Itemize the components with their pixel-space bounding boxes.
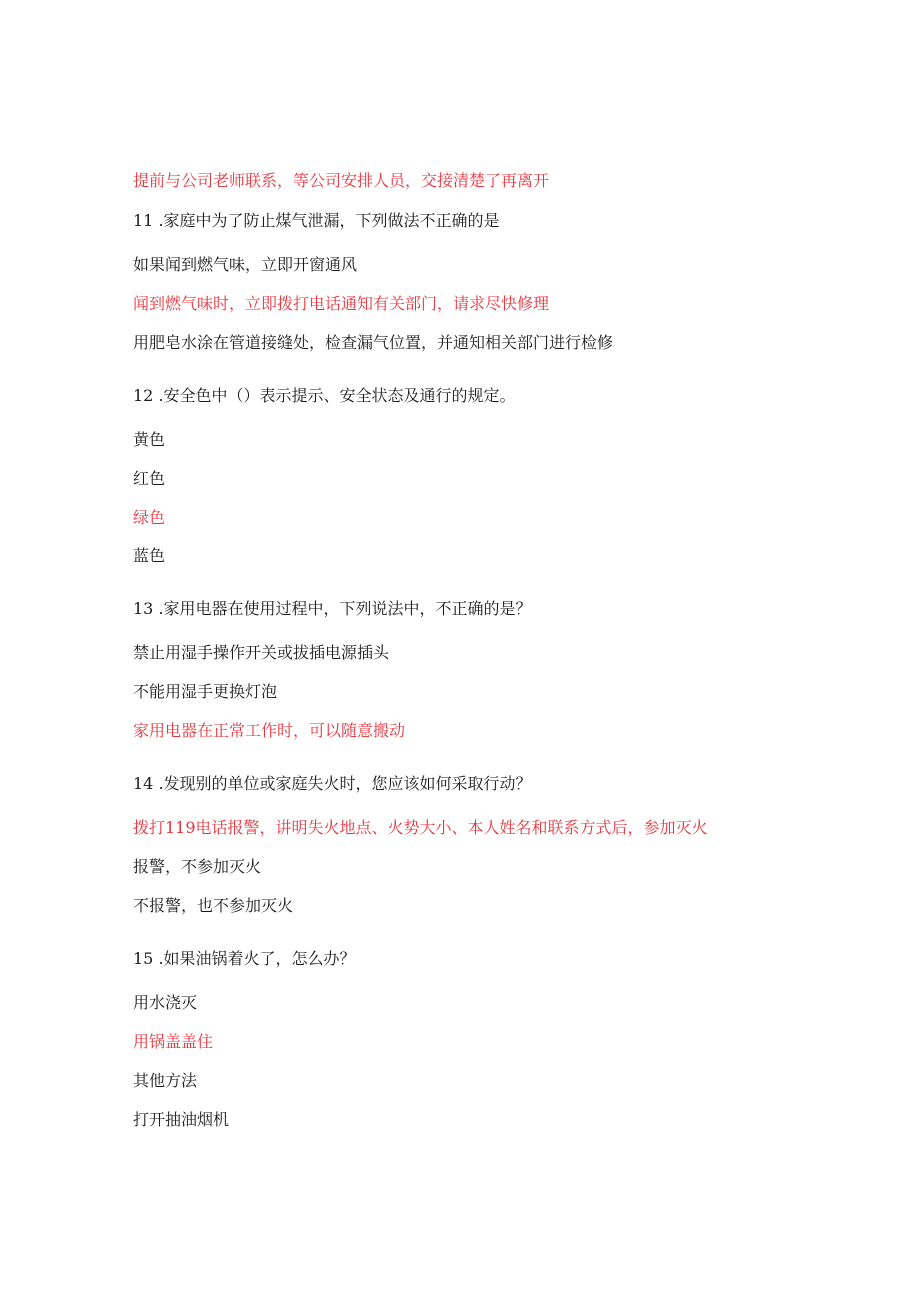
- option: 禁止用湿手操作开关或拔插电源插头: [133, 643, 390, 662]
- question-text: .如果油锅着火了，怎么办？: [158, 949, 356, 968]
- option: 黄色: [133, 430, 166, 449]
- option: 用水浇灭: [133, 993, 198, 1012]
- option-correct: 家用电器在正常工作时，可以随意搬动: [133, 721, 406, 740]
- option-correct: 闻到燃气味时，立即拨打电话通知有关部门，请求尽快修理: [133, 294, 550, 313]
- option: 其他方法: [133, 1071, 198, 1090]
- option-correct: 拨打119电话报警，讲明失火地点、火势大小、本人姓名和联系方式后，参加灭火: [133, 818, 708, 837]
- option: 如果闻到燃气味，立即开窗通风: [133, 255, 358, 274]
- question-number: 11: [133, 211, 154, 230]
- question-number: 15: [133, 949, 154, 968]
- question-number: 14: [133, 774, 154, 793]
- question-text: .家庭中为了防止煤气泄漏，下列做法不正确的是: [158, 211, 500, 230]
- question-15: [133, 949, 356, 969]
- option-correct: 用锅盖盖住: [133, 1032, 214, 1051]
- question-text: .发现别的单位或家庭失火时，您应该如何采取行动？: [158, 774, 532, 793]
- question-13: [133, 599, 532, 619]
- question-text: .家用电器在使用过程中，下列说法中，不正确的是？: [158, 599, 532, 618]
- option: 报警，不参加灭火: [133, 857, 262, 876]
- option-correct: 绿色: [133, 508, 166, 527]
- option: 不能用湿手更换灯泡: [133, 682, 278, 701]
- option: 红色: [133, 469, 166, 488]
- option: 蓝色: [133, 546, 166, 565]
- question-number: 13: [133, 599, 154, 618]
- question-14: [133, 774, 532, 794]
- question-text: .安全色中（）表示提示、安全状态及通行的规定。: [158, 386, 516, 405]
- question-number: 12: [133, 386, 154, 405]
- question-12: [133, 386, 516, 406]
- option: 用肥皂水涂在管道接缝处，检查漏气位置，并通知相关部门进行检修: [133, 333, 614, 352]
- option: 打开抽油烟机: [133, 1110, 230, 1129]
- leading-line: 提前与公司老师联系，等公司安排人员，交接清楚了再离开: [133, 171, 550, 190]
- option: 不报警，也不参加灭火: [133, 896, 294, 915]
- question-11: [133, 211, 500, 231]
